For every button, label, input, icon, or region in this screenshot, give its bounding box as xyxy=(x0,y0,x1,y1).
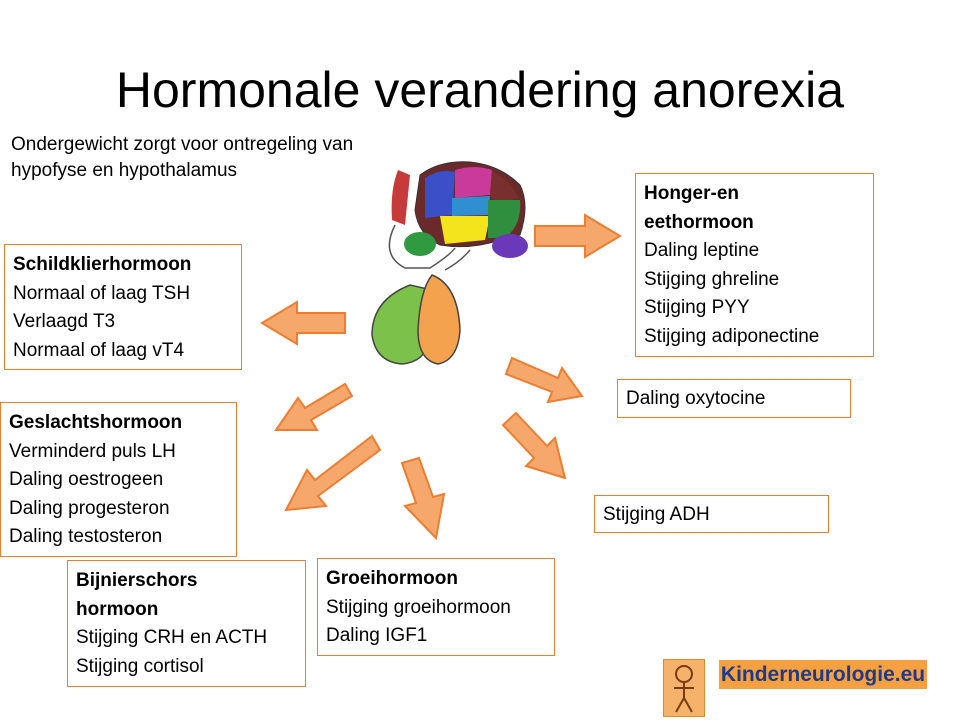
box-item: Stijging ADH xyxy=(603,504,710,525)
box-item: Stijging CRH en ACTH xyxy=(76,627,268,648)
box-heading: hormoon xyxy=(76,598,159,620)
arrow-to-adh xyxy=(503,413,565,478)
site-logo-text[interactable]: Kinderneurologie.eu xyxy=(719,660,927,689)
arrow-to-schild xyxy=(262,302,345,344)
schildklierhormoon-box xyxy=(4,244,242,370)
box-item: Daling progesteron xyxy=(9,497,170,519)
intro-text: Ondergewicht zorgt voor ontregeling van hypofyse en hypothalamus xyxy=(11,134,354,181)
arrow-to-honger xyxy=(535,215,620,257)
honger-eethormoon-box xyxy=(635,173,874,357)
box-item: Normaal of laag TSH xyxy=(13,282,191,304)
box-item: Verminderd puls LH xyxy=(9,440,176,462)
arrow-to-oxy xyxy=(506,358,582,402)
adh-box xyxy=(594,495,829,533)
arrow-to-bijnier xyxy=(286,436,380,510)
box-item: Daling oxytocine xyxy=(626,388,766,409)
box-item: Stijging cortisol xyxy=(76,655,204,677)
box-heading: Bijnierschors xyxy=(76,570,198,591)
box-item: Stijging adiponectine xyxy=(644,325,820,347)
box-item: Stijging ghreline xyxy=(644,268,780,290)
box-item: Daling IGF1 xyxy=(326,625,428,646)
box-item: Stijging PYY xyxy=(644,297,750,318)
groeihormoon-box xyxy=(317,558,555,656)
arrows xyxy=(262,215,620,538)
brain-hypophysis-illustration xyxy=(372,162,528,364)
box-item: Daling oestrogeen xyxy=(9,469,164,490)
oxytocine-box xyxy=(617,379,851,418)
arrow-to-groei xyxy=(402,458,444,538)
arrow-to-geslacht xyxy=(276,384,352,430)
box-heading: Schildklierhormoon xyxy=(13,254,192,275)
box-heading: Groeihormoon xyxy=(326,568,458,589)
box-heading: eethormoon xyxy=(644,211,754,233)
child-illustration-icon xyxy=(663,659,705,717)
box-item: Daling leptine xyxy=(644,240,760,261)
box-heading: Honger-en xyxy=(644,183,739,204)
box-item: Daling testosteron xyxy=(9,526,163,547)
box-item: Stijging groeihormoon xyxy=(326,596,511,618)
page-title: Hormonale verandering anorexia xyxy=(115,62,845,118)
geslachtshormoon-box xyxy=(0,402,237,557)
box-heading: Geslachtshormoon xyxy=(9,412,183,433)
bijnierschorshormoon-box xyxy=(67,560,306,687)
box-item: Normaal of laag vT4 xyxy=(13,339,185,361)
box-item: Verlaagd T3 xyxy=(13,311,116,332)
